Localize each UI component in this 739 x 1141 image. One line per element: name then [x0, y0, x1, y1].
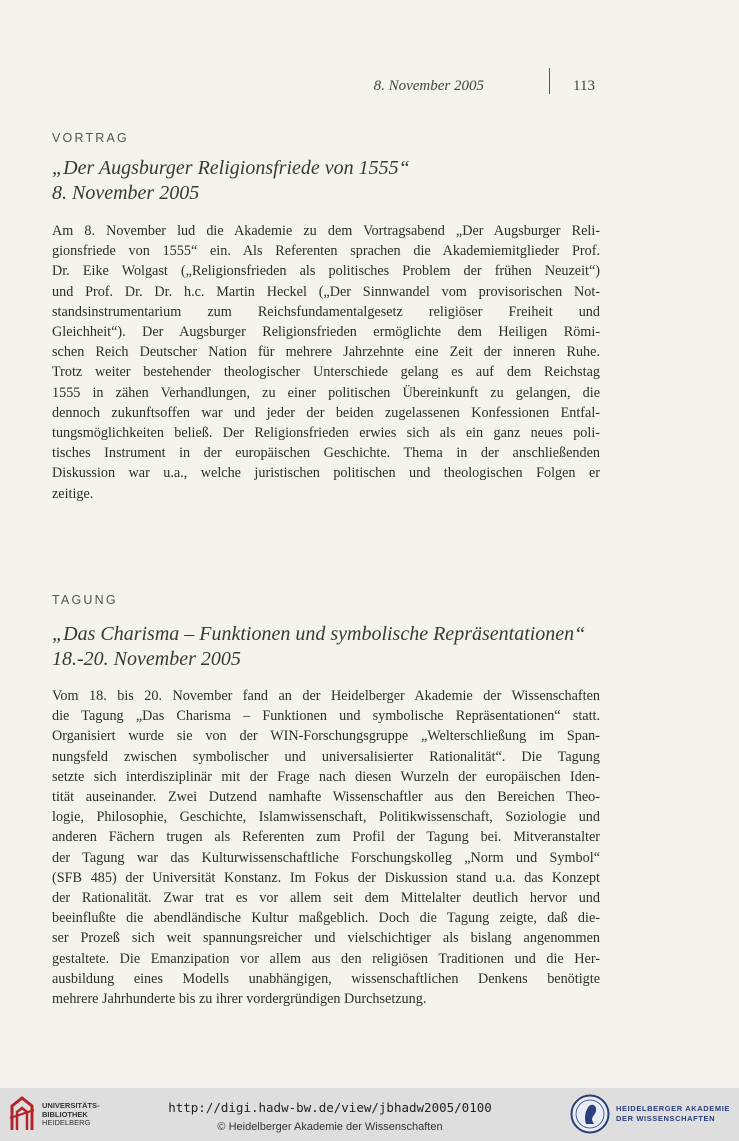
text-line: 1555 in zähen Verhandlungen, zu einer politischen Übereinkunft zu gelangen, die [52, 384, 600, 401]
section-date-line: 8. November 2005 [52, 182, 200, 204]
running-header-date: 8. November 2005 [373, 78, 484, 94]
section-title-tagung [52, 622, 692, 672]
body-text-tagung [52, 686, 600, 1009]
text-line: tungsmöglichkeiten beließ. Der Religionsfrieden erwies sich als ein ganz neues poli- [52, 425, 600, 442]
text-line: ausbildung eines Modells unabhängigen, wissenschaftlichen Denkens benötigte [52, 970, 600, 987]
text-line: Vom 18. bis 20. November fand an der Heidelberger Akademie der Wissenschaften [52, 688, 600, 704]
ub-name-line: UNIVERSITÄTS- [42, 1101, 100, 1110]
running-header [373, 78, 700, 100]
ub-name-line: BIBLIOTHEK [42, 1109, 88, 1119]
ub-name-line: HEIDELBERG [42, 1118, 91, 1127]
text-line: schen Reich Deutscher Nation für mehrere Jahrzehnte eine Zeit der inneren Ruhe. [52, 344, 600, 361]
text-line: gionsfriede von 1555“ ein. Als Referenten sprachen die Akademiemitglieder Prof. [52, 243, 600, 260]
text-line: dennoch zukunftsoffen war und jeder der beiden zugelassenen Konfessionen Entfal- [52, 404, 600, 421]
text-line: tisches Instrument in der europäischen Geschichte. Thema in der anschließenden [52, 445, 600, 462]
text-line: Organisiert wurde sie von der WIN-Forschungsgruppe „Welterschließung im Span- [52, 728, 600, 745]
academy-name [616, 1104, 730, 1123]
text-line: beeinflußte die abendländische Kultur maßgeblich. Doch die Tagung zeigte, daß die- [52, 910, 600, 927]
text-line: die Tagung „Das Charisma – Funktionen und symbolische Repräsentationen“ statt. [52, 708, 600, 725]
body-text-vortrag [52, 221, 600, 504]
academy-name-line: HEIDELBERGER AKADEMIE [616, 1104, 730, 1113]
text-line: Gleichheit“). Der Augsburger Religionsfrieden ermöglichte dem Heiligen Römi- [52, 324, 600, 341]
permalink-url[interactable]: http://digi.hadw-bw.de/view/jbhadw2005/0100 [168, 1100, 492, 1115]
text-line: der Rationalität. Zwar trat es vor allem seit dem Mittelalter deutlich hervor und [52, 890, 600, 907]
text-line: mehrere Jahrhunderte bis zu ihrer vordergründigen Durchsetzung. [52, 991, 427, 1008]
text-line: tität auseinander. Zwei Dutzend namhafte Wissenschaftler aus den Bereichen Theo- [52, 789, 600, 806]
text-line: zeitige. [52, 485, 94, 502]
text-line: Diskussion war u.a., welche juristischen politischen und theologischen Folgen er [52, 465, 600, 482]
text-line: anderen Fächern trugen als Referenten zum Profil der Tagung bei. Mitveranstalter [52, 829, 600, 846]
text-line: gestaltete. Die Emanzipation vor allem aus den religiösen Traditionen und die Her- [52, 950, 600, 967]
text-line: setzte sich interdisziplinär mit der Frage nach diesen Wurzeln der europäischen Iden- [52, 768, 600, 785]
section-date-line: 18.-20. November 2005 [52, 648, 241, 670]
footer-bar [0, 1088, 739, 1141]
academy-name-line: DER WISSENSCHAFTEN [616, 1113, 716, 1123]
academy-seal-logo[interactable] [570, 1094, 610, 1134]
header-divider [549, 68, 550, 94]
text-line: ser Prozeß sich weit spannungsreicher und vielschichtiger als bislang angenommen [52, 930, 600, 947]
section-title-vortrag [52, 156, 692, 206]
section-title-line: „Das Charisma – Funktionen und symbolische Repräsentationen“ [52, 623, 586, 645]
text-line: und Prof. Dr. Dr. h.c. Martin Heckel („Der Sinnwandel vom provisorischen Not- [52, 283, 600, 300]
university-library-name [42, 1102, 100, 1128]
text-line: der Tagung war das Kulturwissenschaftliche Forschungskolleg „Norm und Symbol“ [52, 849, 600, 866]
section-title-line: „Der Augsburger Religionsfriede von 1555“ [52, 157, 410, 179]
text-line: nungsfeld zwischen symbolischer und universalisierter Rationalität“. Die Tagung [52, 748, 600, 765]
section-label-vortrag: VORTRAG [52, 131, 129, 145]
text-line: Dr. Eike Wolgast („Religionsfrieden als politisches Problem der frühen Neuzeit“) [52, 263, 600, 280]
text-line: (SFB 485) der Universität Konstanz. Im Fokus der Diskussion stand u.a. das Konzept [52, 869, 600, 886]
copyright-notice: © Heidelberger Akademie der Wissenschaften [217, 1121, 443, 1133]
section-label-tagung: TAGUNG [52, 593, 118, 607]
page-number: 113 [573, 78, 595, 94]
text-line: Trotz weiter bestehender theologischer Unterschiede gelang es auf dem Reichstag [52, 364, 600, 381]
university-library-logo[interactable] [8, 1096, 36, 1132]
text-line: logie, Philosophie, Geschichte, Islamwissenschaft, Politikwissenschaft, Soziologie und [52, 809, 600, 826]
text-line: Am 8. November lud die Akademie zu dem Vortragsabend „Der Augsburger Reli- [52, 223, 600, 239]
text-line: standsinstrumentarium zum Reichsfundamentalgesetz religiöser Freiheit und [52, 303, 600, 320]
